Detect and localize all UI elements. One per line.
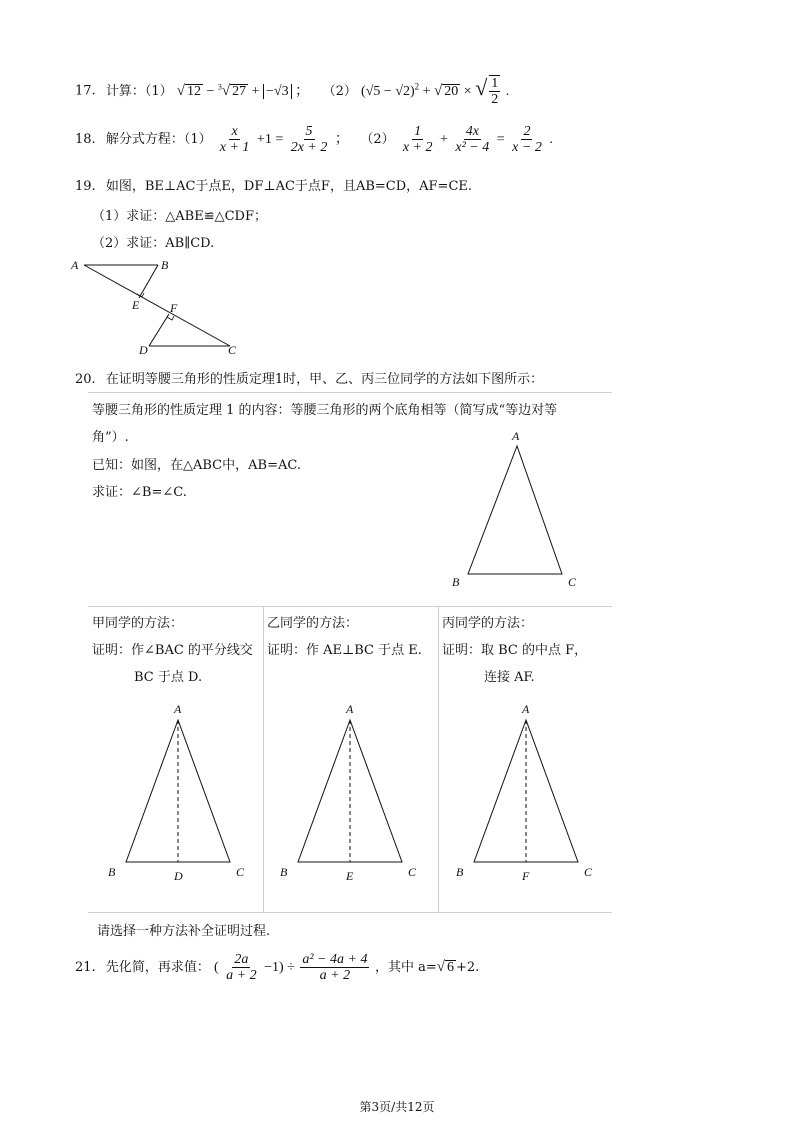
known-statement: 已知：如图，在△ABC中，AB=AC. bbox=[92, 458, 301, 473]
page-footer: 第3页/共12页 bbox=[359, 1100, 435, 1114]
label-E: E bbox=[346, 869, 354, 883]
label-A: A bbox=[512, 429, 520, 443]
question-18 bbox=[75, 122, 553, 158]
question-19 bbox=[75, 178, 472, 196]
method-bing-figure bbox=[448, 698, 608, 888]
label-C: C bbox=[584, 865, 593, 879]
question-number: 18. bbox=[75, 132, 96, 147]
q20-main-triangle bbox=[440, 426, 590, 596]
label-E: E bbox=[132, 298, 140, 312]
equation-18-2: $\frac{1}{x + 2}$ + $\frac{4x}{\text{x² − 4}}$ = $\frac{2}{x - 2}$ . bbox=[402, 124, 553, 156]
expression-21: ( $\frac{2a}{a + 2}$ −1) ÷ $\frac{\text{a² − 4a + 4}}{a + 2}$ bbox=[213, 952, 368, 984]
triangle-ABC bbox=[468, 446, 562, 574]
question-stem: 如图，BE⊥AC于点E，DF⊥AC于点F，且AB=CD，AF=CE. bbox=[105, 179, 473, 194]
method-bing-line2: 连接 AF. bbox=[484, 670, 535, 685]
question-lead: 先化简，再求值： bbox=[105, 960, 210, 975]
label-A: A bbox=[346, 702, 354, 716]
label-D: D bbox=[174, 869, 183, 883]
q19-figure bbox=[66, 256, 246, 360]
label-F: F bbox=[170, 301, 178, 315]
label-B: B bbox=[280, 865, 288, 879]
method-jia-title: 甲同学的方法： bbox=[92, 616, 184, 631]
question-20 bbox=[75, 368, 543, 387]
label-B: B bbox=[456, 865, 464, 879]
question-number: 17. bbox=[75, 83, 96, 99]
method-yi-figure bbox=[272, 698, 432, 888]
part-label: （2） bbox=[360, 132, 395, 147]
label-B: B bbox=[108, 865, 116, 879]
label-D: D bbox=[139, 343, 148, 357]
label-A: A bbox=[71, 258, 79, 272]
expr-17-1: √ 12 − $^3$√ 27 + −√3 ； bbox=[176, 82, 310, 99]
expr-17-2: $(√5 - √2)^2$ + √ 20 × √ $\frac{1}{2}$ . bbox=[361, 74, 510, 108]
column-divider bbox=[263, 607, 264, 912]
question-lead: 解分式方程：（1） bbox=[105, 132, 212, 147]
label-C: C bbox=[228, 343, 237, 357]
method-yi-line1: 证明：作 AE⊥BC 于点 E. bbox=[267, 643, 422, 658]
theorem-line-2: 角”）. bbox=[92, 430, 129, 445]
method-jia-line1: 证明：作∠BAC 的平分线交 bbox=[92, 643, 253, 658]
method-jia-line2: BC 于点 D. bbox=[134, 670, 203, 685]
equation-18-1: $\frac{x}{x + 1}$ +1 = $\frac{5}{2x + 2}$ ； bbox=[219, 124, 349, 156]
prove-statement: 求证：∠B=∠C. bbox=[92, 485, 187, 500]
part-label: （2） bbox=[322, 83, 357, 99]
method-bing-line1: 证明：取 BC 的中点 F， bbox=[442, 643, 588, 658]
label-C: C bbox=[568, 575, 577, 589]
segment-BE bbox=[139, 265, 158, 298]
theorem-line-1: 等腰三角形的性质定理 1 的内容：等腰三角形的两个底角相等（简写成“等边对等 bbox=[92, 403, 558, 418]
label-B: B bbox=[452, 575, 460, 589]
question-17 bbox=[75, 74, 510, 108]
label-A: A bbox=[174, 702, 182, 716]
method-bing-title: 丙同学的方法： bbox=[442, 616, 534, 631]
question-number: 21. bbox=[75, 960, 96, 975]
method-yi-title: 乙同学的方法： bbox=[267, 616, 359, 631]
label-F: F bbox=[522, 869, 530, 883]
label-B: B bbox=[161, 258, 169, 272]
question-21: 21. 先化简，再求值： ( $\frac{2a}{a + 2}$ −1) ÷ $\frac{\text{a² − 4a + 4}}{a + 2}$ ，其中 a=√ 6 +2. bbox=[75, 952, 480, 984]
method-jia-figure bbox=[100, 698, 260, 888]
column-divider bbox=[438, 607, 439, 912]
question-lead: 计算：（1） bbox=[105, 83, 173, 99]
label-C: C bbox=[236, 865, 245, 879]
q19-subquestion-2: （2）求证：AB∥CD. bbox=[92, 236, 215, 251]
segment-DF bbox=[149, 314, 169, 346]
question-number: 19. bbox=[75, 179, 96, 194]
question-stem: 在证明等腰三角形的性质定理1时，甲、乙、丙三位同学的方法如下图所示： bbox=[105, 372, 544, 387]
right-angle-mark-F bbox=[167, 316, 174, 320]
q19-subquestion-1: （1）求证：△ABE≌△CDF； bbox=[92, 209, 267, 224]
label-A: A bbox=[522, 702, 530, 716]
q20-instruction: 请选择一种方法补全证明过程. bbox=[97, 924, 271, 939]
label-C: C bbox=[408, 865, 417, 879]
question-number: 20. bbox=[75, 372, 96, 387]
